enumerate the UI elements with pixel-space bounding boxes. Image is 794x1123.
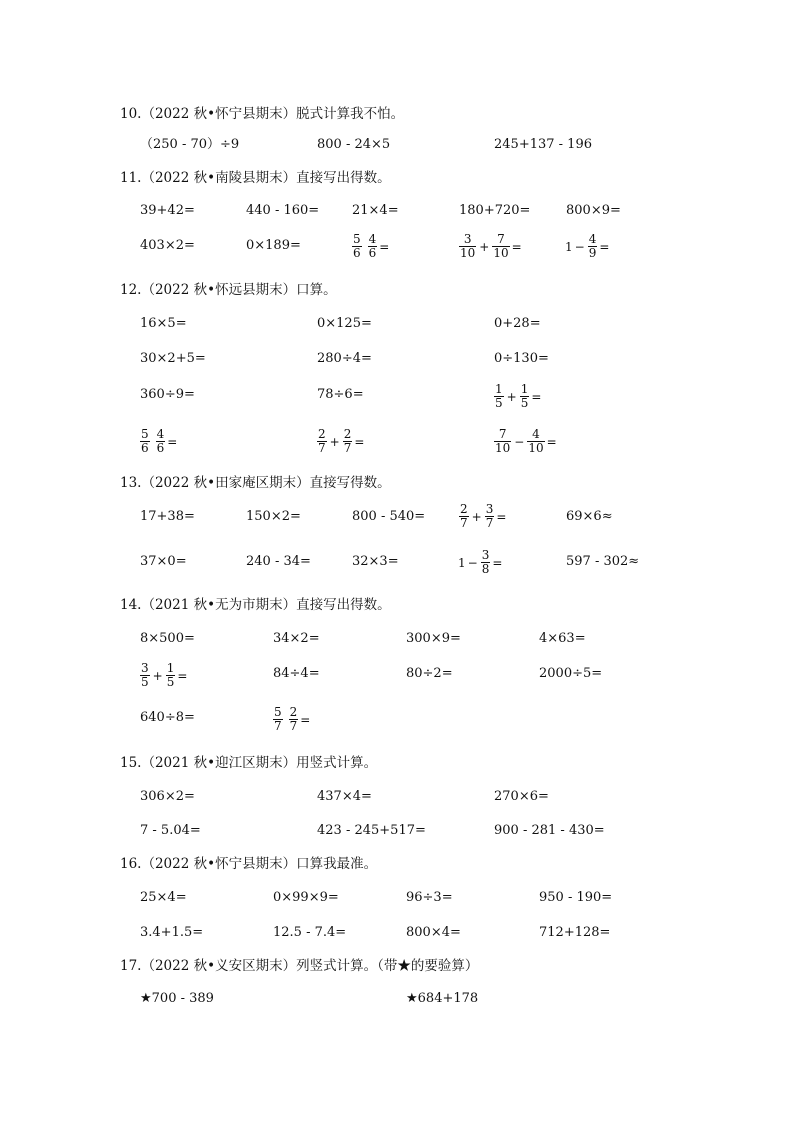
expression: 3.4+1.5=: [140, 925, 204, 940]
question-12-header: 12.（2022 秋•怀远县期末）口算。: [120, 282, 337, 298]
fraction-expression: $\frac{3}{5}$ + $\frac{1}{5}$ =: [141, 661, 188, 689]
expression: 25×4=: [140, 890, 187, 905]
question-16-header: 16.（2022 秋•怀宁县期末）口算我最准。: [120, 856, 378, 872]
expression: 69×6≈: [566, 509, 613, 524]
expression: 800 - 24×5: [317, 137, 391, 152]
expression: 437×4=: [317, 789, 372, 804]
expression: 17+38=: [140, 509, 195, 524]
fraction: $\frac{7}{10}$: [495, 427, 511, 455]
fraction: $\frac{2}{7}$: [460, 502, 468, 530]
fraction-expression: $\frac{5}{7}$ $\frac{2}{7}$ =: [274, 705, 311, 733]
expression: 300×9=: [406, 631, 461, 646]
fraction: $\frac{4}{9}$: [588, 232, 597, 260]
fraction: $\frac{3}{7}$: [485, 502, 494, 530]
fraction-expression: $\frac{5}{6}$ $\frac{4}{6}$ =: [141, 427, 178, 455]
expression: 16×5=: [140, 316, 187, 331]
expression: 423 - 245+517=: [317, 823, 426, 838]
expression: 440 - 160=: [246, 203, 320, 218]
expression: 640÷8=: [140, 710, 195, 725]
expression: 360÷9=: [140, 387, 195, 402]
expression: 180+720=: [459, 203, 531, 218]
expression: 280÷4=: [317, 351, 372, 366]
expression: 150×2=: [246, 509, 301, 524]
expression: 0×125=: [317, 316, 372, 331]
fraction: $\frac{4}{6}$: [368, 232, 377, 260]
expression: 4×63=: [539, 631, 586, 646]
expression: 84÷4=: [273, 666, 320, 681]
fraction: $\frac{5}{6}$: [353, 232, 361, 260]
expression: 34×2=: [273, 631, 320, 646]
fraction: $\frac{3}{10}$: [460, 232, 476, 260]
expression: ★700 - 389: [140, 991, 214, 1006]
expression: 39+42=: [140, 203, 195, 218]
expression: 12.5 - 7.4=: [273, 925, 347, 940]
expression: 800 - 540=: [352, 509, 426, 524]
question-10-header: 10.（2022 秋•怀宁县期末）脱式计算我不怕。: [120, 106, 405, 122]
expression: 0×189=: [246, 238, 301, 253]
fraction: $\frac{3}{5}$: [141, 661, 149, 689]
expression: 712+128=: [539, 925, 611, 940]
expression: 21×4=: [352, 203, 399, 218]
expression: 403×2=: [140, 238, 195, 253]
fraction: $\frac{2}{7}$: [318, 427, 326, 455]
expression: 245+137 - 196: [494, 137, 592, 152]
expression: 7 - 5.04=: [140, 823, 201, 838]
expression: 240 - 34=: [246, 554, 311, 569]
question-17-header: 17.（2022 秋•义安区期末）列竖式计算。（带★的要验算）: [120, 958, 479, 974]
expression: 800×9=: [566, 203, 621, 218]
fraction: $\frac{4}{6}$: [156, 427, 165, 455]
fraction-expression: 1 − $\frac{4}{9}$ =: [565, 232, 610, 260]
fraction: $\frac{2}{7}$: [289, 705, 298, 733]
fraction-expression: 1 − $\frac{3}{8}$ =: [458, 548, 503, 576]
fraction: $\frac{1}{5}$: [495, 382, 503, 410]
fraction-expression: $\frac{2}{7}$ + $\frac{3}{7}$ =: [460, 502, 507, 530]
expression: 597 - 302≈: [566, 554, 640, 569]
expression: 0+28=: [494, 316, 541, 331]
expression: 8×500=: [140, 631, 195, 646]
fraction: $\frac{4}{10}$: [528, 427, 544, 455]
fraction: $\frac{2}{7}$: [343, 427, 352, 455]
fraction: $\frac{5}{6}$: [141, 427, 149, 455]
fraction-expression: $\frac{1}{5}$ + $\frac{1}{5}$ =: [495, 382, 542, 410]
fraction-expression: $\frac{7}{10}$ − $\frac{4}{10}$ =: [495, 427, 557, 455]
expression: 96÷3=: [406, 890, 453, 905]
fraction: $\frac{1}{5}$: [520, 382, 529, 410]
fraction-expression: $\frac{3}{10}$ + $\frac{7}{10}$ =: [460, 232, 522, 260]
expression: 0×99×9=: [273, 890, 339, 905]
expression: 800×4=: [406, 925, 461, 940]
expression: 2000÷5=: [539, 666, 603, 681]
fraction: $\frac{1}{5}$: [166, 661, 175, 689]
expression: 950 - 190=: [539, 890, 613, 905]
expression: 30×2+5=: [140, 351, 206, 366]
expression: 270×6=: [494, 789, 549, 804]
expression: （250 - 70）÷9: [140, 137, 240, 152]
expression: ★684+178: [406, 991, 479, 1006]
fraction: $\frac{5}{7}$: [274, 705, 282, 733]
fraction: $\frac{3}{8}$: [481, 548, 490, 576]
expression: 32×3=: [352, 554, 399, 569]
expression: 900 - 281 - 430=: [494, 823, 605, 838]
question-11-header: 11.（2022 秋•南陵县期末）直接写出得数。: [120, 170, 391, 186]
question-14-header: 14.（2021 秋•无为市期末）直接写出得数。: [120, 597, 391, 613]
expression: 306×2=: [140, 789, 195, 804]
expression: 78÷6=: [317, 387, 364, 402]
fraction-expression: $\frac{5}{6}$ $\frac{4}{6}$ =: [353, 232, 390, 260]
expression: 80÷2=: [406, 666, 453, 681]
fraction-expression: $\frac{2}{7}$ + $\frac{2}{7}$ =: [318, 427, 365, 455]
fraction: $\frac{7}{10}$: [493, 232, 509, 260]
question-13-header: 13.（2022 秋•田家庵区期末）直接写得数。: [120, 475, 391, 491]
question-15-header: 15.（2021 秋•迎江区期末）用竖式计算。: [120, 755, 378, 771]
expression: 0÷130=: [494, 351, 549, 366]
expression: 37×0=: [140, 554, 187, 569]
